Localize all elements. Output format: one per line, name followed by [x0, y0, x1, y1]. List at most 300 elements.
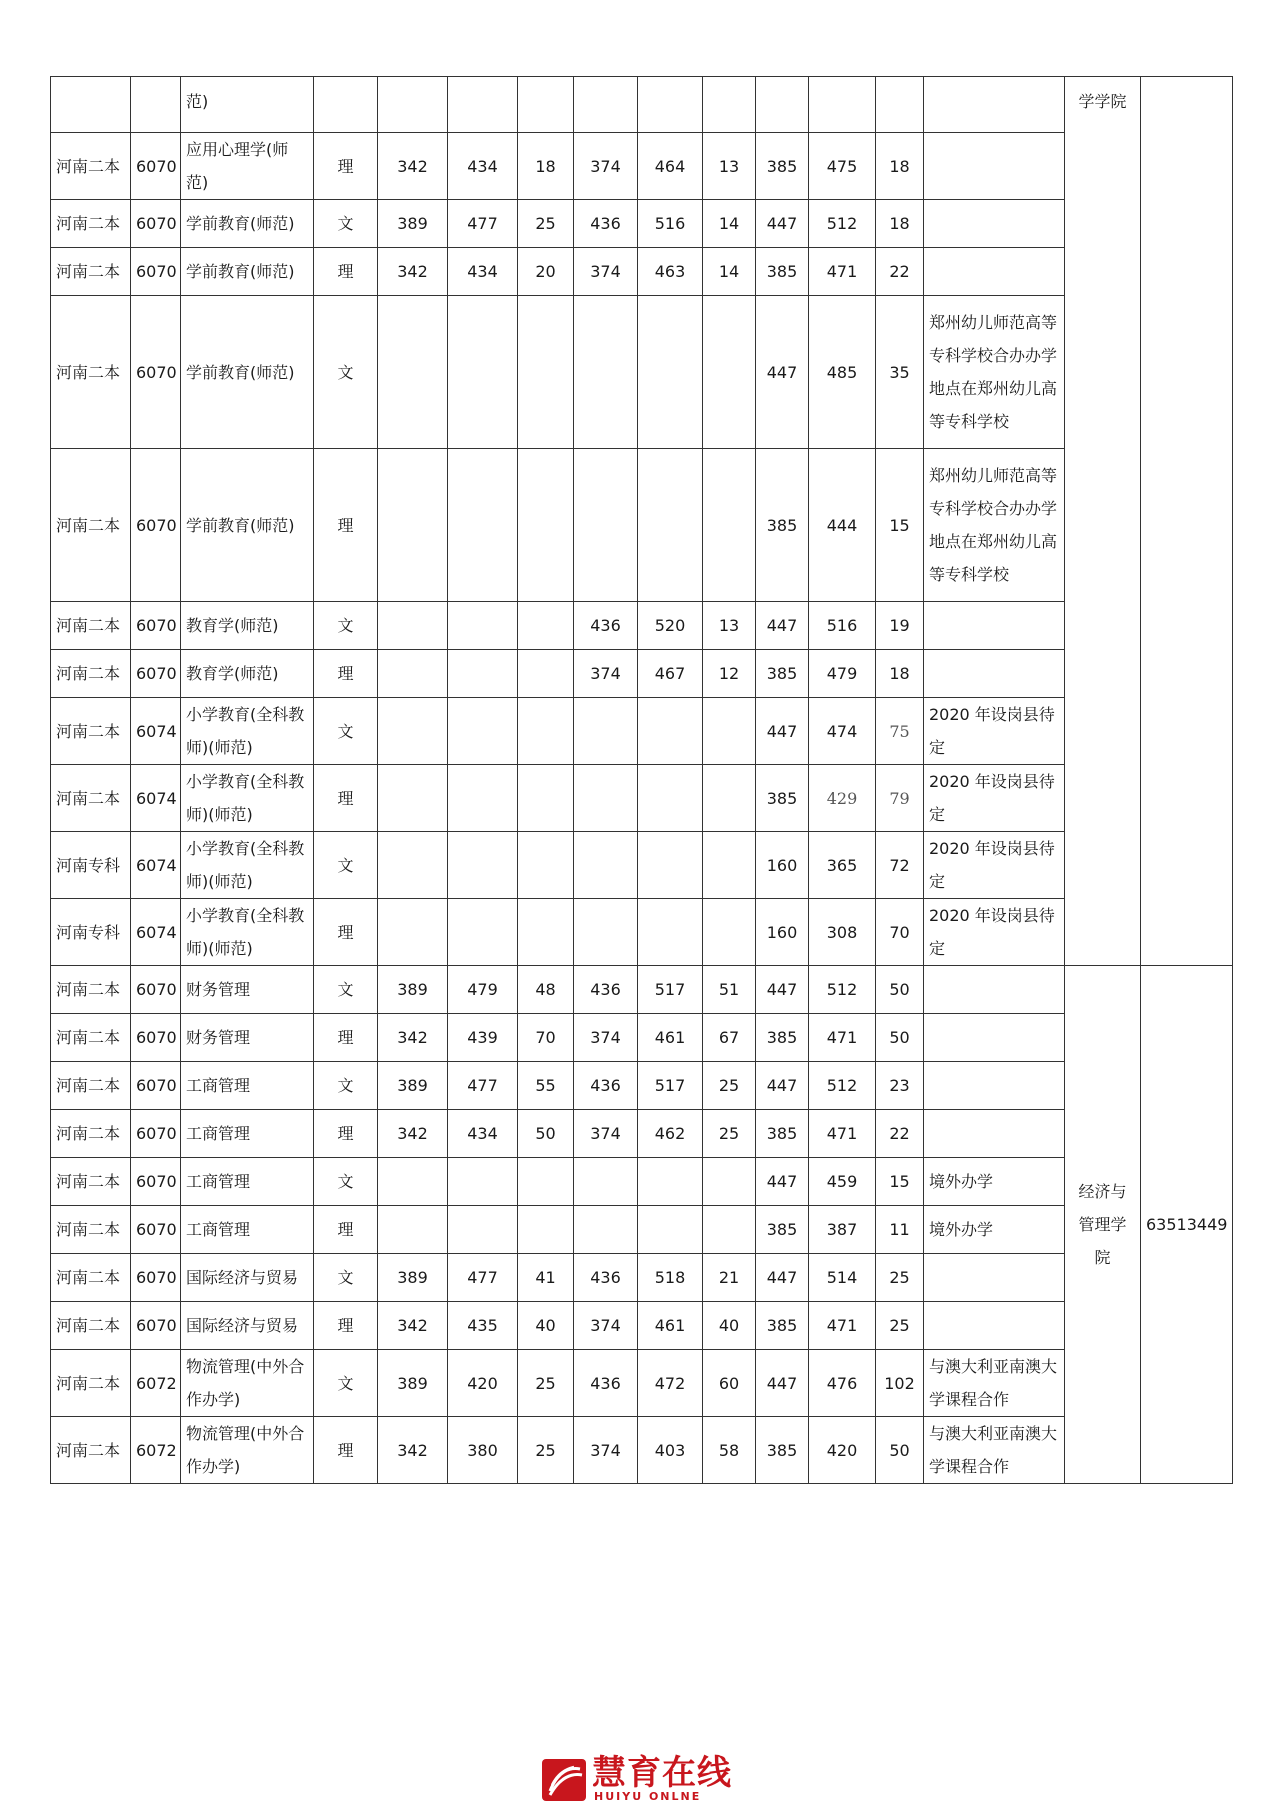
province-batch-cell: 河南二本 — [51, 698, 131, 765]
score-value-cell: 477 — [448, 1254, 518, 1302]
score-value-cell: 475 — [809, 133, 876, 200]
remark-cell — [924, 1110, 1065, 1158]
score-value-cell — [876, 77, 924, 133]
phone-cell: 63513449 — [1141, 966, 1233, 1484]
score-value-cell: 467 — [638, 650, 703, 698]
score-value-cell: 461 — [638, 1302, 703, 1350]
score-value-cell: 477 — [448, 200, 518, 248]
major-name-cell: 小学教育(全科教师)(师范) — [181, 698, 314, 765]
score-value-cell: 160 — [756, 899, 809, 966]
school-code-cell: 6070 — [131, 1110, 181, 1158]
remark-cell: 境外办学 — [924, 1158, 1065, 1206]
score-value-cell: 520 — [638, 602, 703, 650]
subject-type-cell: 理 — [314, 650, 378, 698]
score-value-cell: 516 — [809, 602, 876, 650]
score-value-cell: 512 — [809, 966, 876, 1014]
province-batch-cell: 河南专科 — [51, 832, 131, 899]
score-value-cell: 447 — [756, 1254, 809, 1302]
score-value-cell: 380 — [448, 1417, 518, 1484]
score-value-cell — [638, 1206, 703, 1254]
score-value-cell — [518, 698, 574, 765]
score-value-cell: 436 — [574, 200, 638, 248]
score-value-cell: 25 — [518, 1417, 574, 1484]
score-value-cell: 476 — [809, 1350, 876, 1417]
score-value-cell: 51 — [703, 966, 756, 1014]
admission-score-table — [50, 76, 1233, 1484]
score-value-cell: 70 — [876, 899, 924, 966]
remark-cell: 郑州幼儿师范高等专科学校合办办学地点在郑州幼儿高等专科学校 — [924, 296, 1065, 449]
score-value-cell: 477 — [448, 1062, 518, 1110]
subject-type-cell: 文 — [314, 602, 378, 650]
table-row — [51, 248, 1233, 296]
score-value-cell: 50 — [876, 966, 924, 1014]
logo-text: 慧育在线 — [592, 1753, 732, 1793]
score-value-cell: 435 — [448, 1302, 518, 1350]
logo-mark-icon — [540, 1757, 588, 1803]
score-value-cell — [378, 698, 448, 765]
table-row — [51, 1062, 1233, 1110]
score-value-cell — [574, 77, 638, 133]
score-value-cell — [638, 449, 703, 602]
major-name-cell: 物流管理(中外合作办学) — [181, 1350, 314, 1417]
subject-type-cell: 文 — [314, 832, 378, 899]
major-name-cell: 学前教育(师范) — [181, 296, 314, 449]
subject-type-cell: 文 — [314, 1350, 378, 1417]
school-code-cell: 6070 — [131, 1254, 181, 1302]
score-value-cell — [574, 765, 638, 832]
score-value-cell — [518, 765, 574, 832]
score-value-cell: 67 — [703, 1014, 756, 1062]
table-row — [51, 296, 1233, 449]
score-value-cell — [378, 765, 448, 832]
score-value-cell — [703, 765, 756, 832]
score-value-cell: 160 — [756, 832, 809, 899]
province-batch-cell: 河南二本 — [51, 1062, 131, 1110]
score-value-cell — [703, 449, 756, 602]
province-batch-cell: 河南二本 — [51, 765, 131, 832]
score-value-cell — [518, 449, 574, 602]
school-code-cell: 6070 — [131, 248, 181, 296]
major-name-cell: 物流管理(中外合作办学) — [181, 1417, 314, 1484]
score-value-cell — [638, 899, 703, 966]
score-value-cell: 342 — [378, 248, 448, 296]
score-value-cell: 472 — [638, 1350, 703, 1417]
score-value-cell — [703, 296, 756, 449]
score-value-cell — [448, 1206, 518, 1254]
remark-cell: 2020 年设岗县待定 — [924, 698, 1065, 765]
major-name-cell: 工商管理 — [181, 1158, 314, 1206]
score-value-cell: 474 — [809, 698, 876, 765]
school-code-cell: 6074 — [131, 698, 181, 765]
score-value-cell: 485 — [809, 296, 876, 449]
score-value-cell: 13 — [703, 133, 756, 200]
score-value-cell: 385 — [756, 133, 809, 200]
major-name-cell: 应用心理学(师范) — [181, 133, 314, 200]
remark-cell: 与澳大利亚南澳大学课程合作 — [924, 1350, 1065, 1417]
score-value-cell: 40 — [703, 1302, 756, 1350]
province-batch-cell: 河南二本 — [51, 1350, 131, 1417]
major-name-cell: 学前教育(师范) — [181, 449, 314, 602]
score-value-cell — [638, 832, 703, 899]
score-value-cell — [574, 1158, 638, 1206]
score-value-cell: 19 — [876, 602, 924, 650]
college-name-cell: 经济与管理学院 — [1065, 966, 1141, 1484]
score-value-cell: 514 — [809, 1254, 876, 1302]
province-batch-cell: 河南二本 — [51, 602, 131, 650]
score-value-cell: 15 — [876, 449, 924, 602]
score-value-cell: 308 — [809, 899, 876, 966]
score-value-cell: 385 — [756, 765, 809, 832]
score-value-cell — [518, 602, 574, 650]
score-value-cell: 342 — [378, 133, 448, 200]
huiyu-online-logo — [540, 1755, 750, 1805]
score-value-cell — [378, 296, 448, 449]
score-value-cell — [448, 832, 518, 899]
score-value-cell: 48 — [518, 966, 574, 1014]
score-value-cell: 385 — [756, 1014, 809, 1062]
score-value-cell: 25 — [876, 1254, 924, 1302]
score-value-cell — [378, 602, 448, 650]
province-batch-cell: 河南二本 — [51, 200, 131, 248]
score-value-cell: 462 — [638, 1110, 703, 1158]
school-code-cell: 6072 — [131, 1417, 181, 1484]
major-name-cell: 小学教育(全科教师)(师范) — [181, 899, 314, 966]
major-name-cell: 财务管理 — [181, 1014, 314, 1062]
table-row — [51, 133, 1233, 200]
school-code-cell: 6070 — [131, 1206, 181, 1254]
score-value-cell: 385 — [756, 1417, 809, 1484]
remark-cell: 境外办学 — [924, 1206, 1065, 1254]
province-batch-cell: 河南二本 — [51, 1158, 131, 1206]
score-value-cell: 459 — [809, 1158, 876, 1206]
score-value-cell — [448, 698, 518, 765]
province-batch-cell: 河南二本 — [51, 966, 131, 1014]
subject-type-cell: 理 — [314, 1110, 378, 1158]
score-value-cell: 11 — [876, 1206, 924, 1254]
remark-cell: 2020 年设岗县待定 — [924, 765, 1065, 832]
score-value-cell: 50 — [518, 1110, 574, 1158]
score-value-cell: 22 — [876, 248, 924, 296]
score-value-cell — [518, 1158, 574, 1206]
major-name-cell: 学前教育(师范) — [181, 248, 314, 296]
major-name-cell: 工商管理 — [181, 1206, 314, 1254]
score-value-cell — [574, 698, 638, 765]
score-value-cell: 385 — [756, 650, 809, 698]
table-row — [51, 899, 1233, 966]
score-value-cell — [638, 296, 703, 449]
score-value-cell: 102 — [876, 1350, 924, 1417]
score-value-cell — [574, 296, 638, 449]
score-value-cell: 389 — [378, 200, 448, 248]
major-name-cell: 小学教育(全科教师)(师范) — [181, 832, 314, 899]
score-value-cell: 374 — [574, 248, 638, 296]
subject-type-cell: 文 — [314, 296, 378, 449]
score-value-cell: 25 — [518, 1350, 574, 1417]
major-name-cell: 学前教育(师范) — [181, 200, 314, 248]
score-value-cell: 429 — [809, 765, 876, 832]
score-value-cell: 70 — [518, 1014, 574, 1062]
score-value-cell: 463 — [638, 248, 703, 296]
score-value-cell: 25 — [703, 1110, 756, 1158]
score-value-cell: 35 — [876, 296, 924, 449]
table-row — [51, 1417, 1233, 1484]
score-value-cell — [518, 650, 574, 698]
score-value-cell — [809, 77, 876, 133]
score-value-cell: 22 — [876, 1110, 924, 1158]
score-value-cell: 403 — [638, 1417, 703, 1484]
score-value-cell — [574, 832, 638, 899]
table-row — [51, 765, 1233, 832]
subject-type-cell: 理 — [314, 1302, 378, 1350]
score-value-cell: 512 — [809, 200, 876, 248]
score-value-cell — [638, 1158, 703, 1206]
score-value-cell: 342 — [378, 1110, 448, 1158]
score-value-cell: 21 — [703, 1254, 756, 1302]
school-code-cell: 6074 — [131, 899, 181, 966]
score-value-cell: 40 — [518, 1302, 574, 1350]
score-value-cell: 512 — [809, 1062, 876, 1110]
score-value-cell: 479 — [448, 966, 518, 1014]
table-row — [51, 1110, 1233, 1158]
score-value-cell: 420 — [448, 1350, 518, 1417]
score-value-cell: 387 — [809, 1206, 876, 1254]
score-value-cell: 374 — [574, 1014, 638, 1062]
subject-type-cell: 文 — [314, 966, 378, 1014]
score-value-cell: 18 — [518, 133, 574, 200]
score-value-cell: 20 — [518, 248, 574, 296]
province-batch-cell: 河南二本 — [51, 1206, 131, 1254]
province-batch-cell: 河南二本 — [51, 1110, 131, 1158]
subject-type-cell: 理 — [314, 1014, 378, 1062]
score-value-cell: 79 — [876, 765, 924, 832]
subject-type-cell: 文 — [314, 200, 378, 248]
score-value-cell: 447 — [756, 698, 809, 765]
table-row — [51, 1254, 1233, 1302]
score-value-cell — [638, 77, 703, 133]
score-value-cell: 447 — [756, 966, 809, 1014]
score-value-cell: 60 — [703, 1350, 756, 1417]
score-value-cell: 72 — [876, 832, 924, 899]
score-value-cell — [518, 832, 574, 899]
college-name-cell: 学学院 — [1065, 77, 1141, 966]
school-code-cell — [131, 77, 181, 133]
school-code-cell: 6070 — [131, 966, 181, 1014]
school-code-cell: 6070 — [131, 1158, 181, 1206]
remark-cell — [924, 602, 1065, 650]
score-value-cell: 461 — [638, 1014, 703, 1062]
score-value-cell — [448, 650, 518, 698]
score-value-cell: 389 — [378, 966, 448, 1014]
subject-type-cell: 理 — [314, 765, 378, 832]
score-value-cell — [448, 296, 518, 449]
school-code-cell: 6070 — [131, 1302, 181, 1350]
score-value-cell: 374 — [574, 1302, 638, 1350]
table-row — [51, 77, 1233, 133]
score-value-cell: 436 — [574, 1350, 638, 1417]
table-row — [51, 650, 1233, 698]
remark-cell — [924, 1062, 1065, 1110]
score-value-cell: 471 — [809, 248, 876, 296]
school-code-cell: 6070 — [131, 296, 181, 449]
score-value-cell: 447 — [756, 296, 809, 449]
score-value-cell — [378, 650, 448, 698]
score-value-cell — [378, 832, 448, 899]
score-value-cell — [703, 1158, 756, 1206]
major-name-cell: 国际经济与贸易 — [181, 1254, 314, 1302]
score-value-cell: 385 — [756, 1302, 809, 1350]
score-value-cell: 15 — [876, 1158, 924, 1206]
school-code-cell: 6070 — [131, 200, 181, 248]
remark-cell: 2020 年设岗县待定 — [924, 899, 1065, 966]
school-code-cell: 6070 — [131, 133, 181, 200]
remark-cell — [924, 1014, 1065, 1062]
score-value-cell: 55 — [518, 1062, 574, 1110]
remark-cell — [924, 1302, 1065, 1350]
remark-cell — [924, 1254, 1065, 1302]
score-value-cell — [448, 602, 518, 650]
score-value-cell: 385 — [756, 1110, 809, 1158]
remark-cell — [924, 966, 1065, 1014]
score-value-cell: 516 — [638, 200, 703, 248]
score-value-cell: 342 — [378, 1302, 448, 1350]
score-value-cell: 434 — [448, 133, 518, 200]
score-value-cell — [378, 899, 448, 966]
score-value-cell: 436 — [574, 1062, 638, 1110]
score-value-cell — [574, 1206, 638, 1254]
score-value-cell — [518, 77, 574, 133]
score-value-cell: 447 — [756, 1158, 809, 1206]
province-batch-cell: 河南二本 — [51, 1014, 131, 1062]
score-value-cell: 385 — [756, 248, 809, 296]
logo-subtext: HUIYU ONLNE — [594, 1790, 702, 1803]
score-value-cell: 434 — [448, 1110, 518, 1158]
remark-cell — [924, 248, 1065, 296]
score-value-cell: 23 — [876, 1062, 924, 1110]
score-value-cell: 18 — [876, 200, 924, 248]
school-code-cell: 6070 — [131, 1062, 181, 1110]
province-batch-cell — [51, 77, 131, 133]
score-value-cell: 471 — [809, 1302, 876, 1350]
score-value-cell — [638, 765, 703, 832]
major-name-cell: 工商管理 — [181, 1062, 314, 1110]
province-batch-cell: 河南专科 — [51, 899, 131, 966]
school-code-cell: 6072 — [131, 1350, 181, 1417]
score-value-cell: 517 — [638, 1062, 703, 1110]
score-value-cell — [638, 698, 703, 765]
remark-cell: 2020 年设岗县待定 — [924, 832, 1065, 899]
score-value-cell: 389 — [378, 1350, 448, 1417]
score-value-cell: 389 — [378, 1254, 448, 1302]
score-value-cell: 420 — [809, 1417, 876, 1484]
subject-type-cell: 理 — [314, 248, 378, 296]
school-code-cell: 6070 — [131, 602, 181, 650]
score-value-cell — [703, 698, 756, 765]
score-value-cell — [703, 1206, 756, 1254]
remark-cell — [924, 133, 1065, 200]
school-code-cell: 6074 — [131, 832, 181, 899]
score-value-cell — [448, 77, 518, 133]
subject-type-cell: 理 — [314, 449, 378, 602]
major-name-cell: 小学教育(全科教师)(师范) — [181, 765, 314, 832]
remark-cell — [924, 77, 1065, 133]
score-value-cell: 75 — [876, 698, 924, 765]
school-code-cell: 6070 — [131, 1014, 181, 1062]
score-value-cell: 365 — [809, 832, 876, 899]
score-value-cell: 18 — [876, 133, 924, 200]
score-value-cell — [378, 449, 448, 602]
score-value-cell: 436 — [574, 602, 638, 650]
score-value-cell — [574, 899, 638, 966]
score-value-cell: 342 — [378, 1417, 448, 1484]
school-code-cell: 6074 — [131, 765, 181, 832]
score-value-cell: 447 — [756, 1350, 809, 1417]
score-value-cell: 58 — [703, 1417, 756, 1484]
score-value-cell: 13 — [703, 602, 756, 650]
major-name-cell: 教育学(师范) — [181, 602, 314, 650]
score-value-cell — [703, 899, 756, 966]
table-row — [51, 200, 1233, 248]
score-value-cell — [518, 1206, 574, 1254]
score-value-cell: 374 — [574, 650, 638, 698]
score-value-cell: 436 — [574, 1254, 638, 1302]
score-value-cell: 18 — [876, 650, 924, 698]
major-name-cell: 财务管理 — [181, 966, 314, 1014]
score-value-cell: 14 — [703, 248, 756, 296]
subject-type-cell: 理 — [314, 1206, 378, 1254]
subject-type-cell: 理 — [314, 899, 378, 966]
province-batch-cell: 河南二本 — [51, 248, 131, 296]
major-name-cell: 工商管理 — [181, 1110, 314, 1158]
score-value-cell — [574, 449, 638, 602]
major-name-cell: 教育学(师范) — [181, 650, 314, 698]
subject-type-cell: 理 — [314, 133, 378, 200]
table-row — [51, 449, 1233, 602]
score-value-cell — [448, 1158, 518, 1206]
score-value-cell: 517 — [638, 966, 703, 1014]
score-value-cell: 444 — [809, 449, 876, 602]
remark-cell — [924, 650, 1065, 698]
school-code-cell: 6070 — [131, 650, 181, 698]
score-value-cell: 342 — [378, 1014, 448, 1062]
score-value-cell: 518 — [638, 1254, 703, 1302]
table-row — [51, 1158, 1233, 1206]
subject-type-cell — [314, 77, 378, 133]
score-value-cell: 385 — [756, 1206, 809, 1254]
table-row — [51, 1350, 1233, 1417]
score-value-cell: 25 — [876, 1302, 924, 1350]
phone-cell — [1141, 77, 1233, 966]
score-value-cell: 389 — [378, 1062, 448, 1110]
province-batch-cell: 河南二本 — [51, 133, 131, 200]
score-value-cell: 436 — [574, 966, 638, 1014]
province-batch-cell: 河南二本 — [51, 1417, 131, 1484]
remark-cell: 与澳大利亚南澳大学课程合作 — [924, 1417, 1065, 1484]
subject-type-cell: 文 — [314, 1062, 378, 1110]
province-batch-cell: 河南二本 — [51, 1302, 131, 1350]
score-value-cell — [378, 1206, 448, 1254]
score-value-cell: 434 — [448, 248, 518, 296]
table-row — [51, 1014, 1233, 1062]
score-value-cell — [703, 77, 756, 133]
score-value-cell — [518, 296, 574, 449]
score-value-cell: 479 — [809, 650, 876, 698]
score-value-cell — [448, 449, 518, 602]
score-value-cell: 50 — [876, 1014, 924, 1062]
major-name-cell: 国际经济与贸易 — [181, 1302, 314, 1350]
score-value-cell: 12 — [703, 650, 756, 698]
remark-cell — [924, 200, 1065, 248]
score-value-cell: 464 — [638, 133, 703, 200]
